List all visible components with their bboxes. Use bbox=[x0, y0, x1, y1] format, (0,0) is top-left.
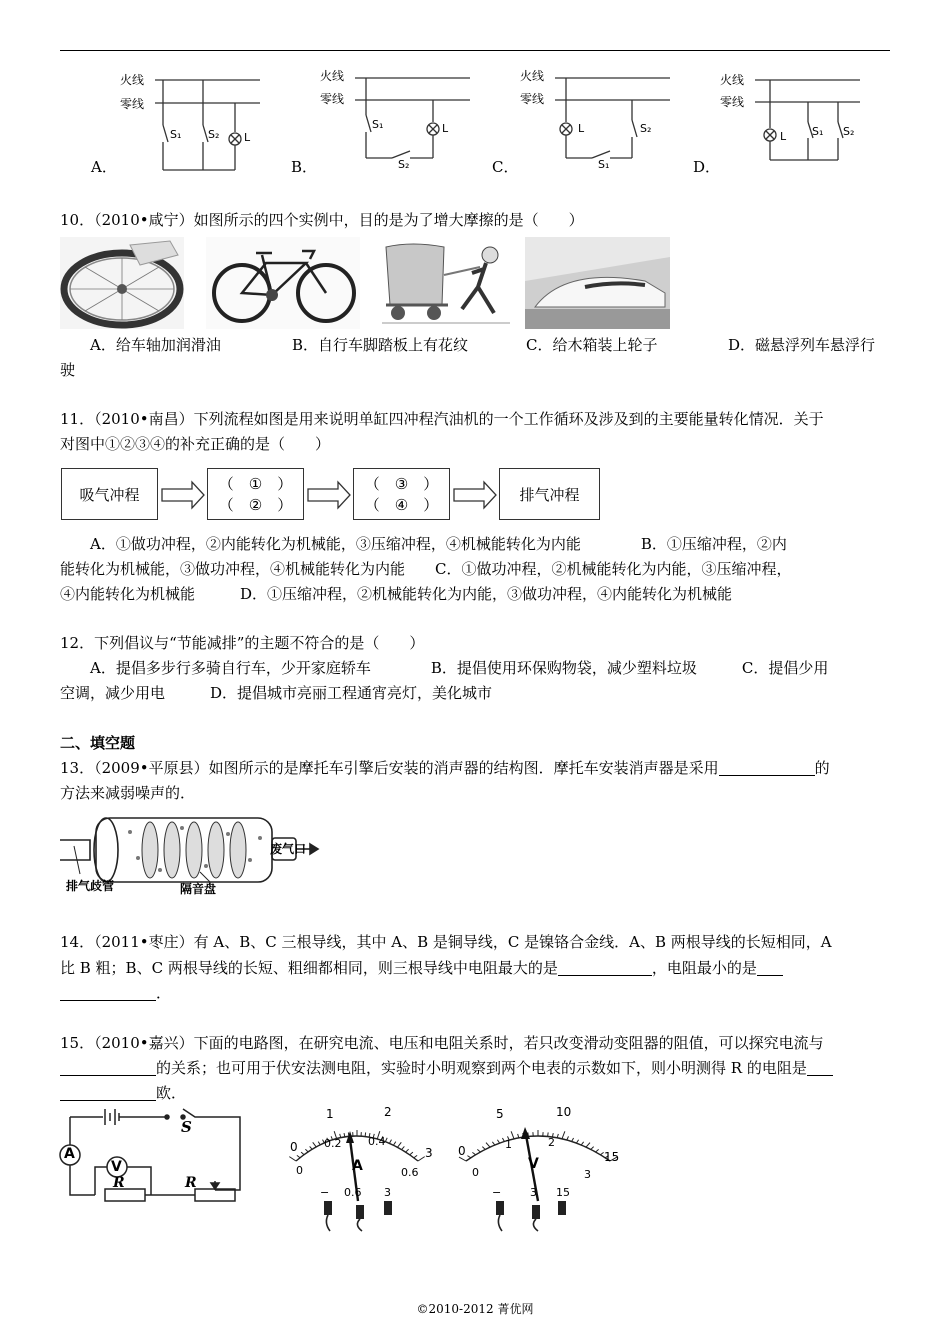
ammeter-major-0: 0 bbox=[290, 1140, 298, 1154]
q9-option-c[interactable]: C． bbox=[492, 158, 519, 176]
q15-stem-line3 bbox=[60, 1081, 890, 1105]
q9c-s2: S₂ bbox=[640, 122, 652, 135]
meter-tick bbox=[289, 1157, 296, 1161]
flow-box-intake-label: 吸气冲程 bbox=[79, 485, 140, 504]
meter-tick bbox=[576, 1140, 578, 1143]
q9a-neutral-label: 零线 bbox=[120, 97, 145, 111]
q15-stem-part2: 的关系；也可用于伏安法测电阻，实验时小明观察到两个电表的示数如下，则小明测得 R 的电阻是 bbox=[156, 1059, 807, 1077]
q14-answer-blank-min[interactable] bbox=[60, 984, 156, 1001]
meter-tick bbox=[518, 1134, 519, 1138]
meter-tick bbox=[562, 1131, 565, 1138]
q11-stem-line2: 对图中①②③④的补充正确的是（ ） bbox=[60, 435, 331, 453]
flow-arrow-3 bbox=[454, 482, 496, 508]
q9a-s2: S₂ bbox=[208, 128, 220, 141]
meter-tick bbox=[301, 1152, 304, 1155]
flow-box-intake bbox=[61, 468, 158, 520]
muffler-exhaust-label: 废气口 bbox=[270, 842, 307, 856]
q14-stem-part1: 比 B 粗；B、C 两根导线的长短、粗细都相同，则三根导线中电阻最大的是 bbox=[60, 959, 558, 977]
meter-tick bbox=[418, 1157, 425, 1161]
flow-blank-3: （ ③ ） bbox=[364, 475, 439, 493]
voltmeter-minor-2: 2 bbox=[548, 1136, 555, 1149]
q9a-lamp: L bbox=[244, 131, 251, 144]
meter-tick bbox=[467, 1156, 470, 1158]
q11-options-line3: ④内能转化为机械能 D．①压缩冲程，②机械能转化为内能，③做功冲程，④内能转化为机械能 bbox=[60, 585, 733, 603]
q9c-live-label: 火线 bbox=[520, 69, 545, 83]
ammeter-major-1: 1 bbox=[326, 1107, 334, 1121]
q15-answer-blank-relation[interactable] bbox=[60, 1059, 156, 1076]
circuit-ammeter-symbol: A bbox=[64, 1146, 75, 1162]
q9a-live-label: 火线 bbox=[120, 73, 145, 87]
meter-tick bbox=[305, 1149, 308, 1152]
q9c-s1: S₁ bbox=[598, 158, 610, 171]
q9b-s2: S₂ bbox=[398, 158, 410, 171]
q15-stem-part3: 欧． bbox=[156, 1084, 187, 1102]
q11-options-line2: 能转化为机械能，③做功冲程，④机械能转化为内能 C．①做功冲程，②机械能转化为内能，③压缩冲程， bbox=[60, 560, 792, 578]
q15-answer-blank-resistance[interactable] bbox=[60, 1084, 156, 1101]
q12-options-line1: A．提倡多步行多骑自行车，少开家庭轿车 B．提倡使用环保购物袋，减少塑料垃圾 C．提倡少用 bbox=[90, 659, 829, 677]
q12-options-line2: 空调，减少用电 D．提倡城市亮丽工程通宵亮灯，美化城市 bbox=[60, 684, 493, 702]
q9b-live-label: 火线 bbox=[320, 69, 345, 83]
flow-blank-4: （ ④ ） bbox=[364, 496, 439, 514]
meter-tick bbox=[398, 1142, 402, 1147]
q15-circuit-diagram bbox=[55, 1105, 250, 1205]
circuit-resistor-label: R bbox=[113, 1175, 125, 1191]
meter-tick bbox=[572, 1138, 574, 1141]
meter-tick bbox=[414, 1155, 417, 1157]
q11-stem-line1: 11．（2010•南昌）下列流程如图是用来说明单缸四冲程汽油机的一个工作循环及涉及到的主要能量转化情况．关于 bbox=[60, 410, 824, 428]
voltmeter-terminal-neg: − bbox=[492, 1186, 502, 1199]
meter-tick bbox=[586, 1143, 590, 1147]
q9c-neutral-label: 零线 bbox=[520, 92, 545, 106]
q14-stem-part2: ，电阻最小的是 bbox=[651, 959, 757, 977]
q10-option-c[interactable]: C．给木箱装上轮子 bbox=[526, 336, 658, 354]
q14-stem-line1: 14．（2011•枣庄）有 A、B、C 三根导线，其中 A、B 是铜导线，C 是镍铬合金线．A、B 两根导线的长短相同，A bbox=[60, 933, 832, 951]
meter-tick bbox=[406, 1149, 409, 1152]
meter-tick bbox=[477, 1149, 480, 1152]
voltmeter-terminal-15: 15 bbox=[556, 1186, 570, 1199]
flow-blank-1: （ ① ） bbox=[218, 475, 293, 493]
q15-answer-blank-resistance-start[interactable] bbox=[807, 1059, 833, 1076]
ammeter-minor-2: 0.4 bbox=[368, 1135, 386, 1148]
meter-tick bbox=[591, 1147, 594, 1150]
q10-option-d-continued: 驶 bbox=[60, 361, 76, 379]
meter-tick bbox=[310, 1146, 313, 1149]
ammeter-minor-3: 0.6 bbox=[401, 1166, 419, 1179]
voltmeter-major-5: 5 bbox=[496, 1107, 504, 1121]
q13-stem-part2: 的 bbox=[814, 759, 830, 777]
voltmeter-minor-0: 0 bbox=[472, 1166, 479, 1179]
voltmeter-terminal-3: 3 bbox=[530, 1186, 537, 1199]
meter-tick bbox=[402, 1146, 405, 1149]
q10-wheel-image bbox=[60, 237, 184, 329]
meter-tick bbox=[486, 1143, 490, 1147]
circuit-rheostat-label: R bbox=[185, 1175, 197, 1191]
q10-bicycle-image bbox=[206, 237, 360, 329]
ammeter-major-2: 2 bbox=[384, 1105, 392, 1119]
q13-stem-line2: 方法来减弱噪声的． bbox=[60, 784, 196, 802]
q13-stem-line1 bbox=[60, 756, 890, 780]
top-rule bbox=[60, 50, 890, 51]
ammeter-major-3: 3 bbox=[425, 1146, 433, 1160]
meter-tick bbox=[390, 1140, 392, 1143]
meter-tick bbox=[410, 1152, 413, 1155]
ammeter-minor-0: 0 bbox=[296, 1164, 303, 1177]
q9d-s1: S₁ bbox=[812, 125, 824, 138]
meter-tick bbox=[365, 1132, 366, 1136]
muffler-disc-label: 隔音盘 bbox=[180, 882, 217, 896]
q9d-s2: S₂ bbox=[843, 125, 855, 138]
q10-stem: 10．（2010•咸宁）如图所示的四个实例中，目的是为了增大摩擦的是（ ） bbox=[60, 211, 584, 229]
meter-tick bbox=[557, 1134, 558, 1138]
q9d-lamp: L bbox=[780, 130, 787, 143]
ammeter-terminal-06: 0.6 bbox=[344, 1186, 362, 1199]
q9-option-d[interactable]: D． bbox=[693, 158, 721, 176]
q10-wooden-box-image bbox=[382, 237, 510, 329]
flow-arrow-1 bbox=[162, 482, 204, 508]
q9a-s1: S₁ bbox=[170, 128, 182, 141]
flow-arrows bbox=[158, 478, 503, 512]
q9d-neutral-label: 零线 bbox=[720, 95, 745, 109]
ammeter-minor-1: 0.2 bbox=[324, 1137, 342, 1150]
q10-maglev-train-image bbox=[525, 237, 670, 329]
q14-answer-blank-min-start[interactable] bbox=[757, 959, 783, 976]
circuit-voltmeter-symbol: V bbox=[111, 1159, 122, 1175]
q15-stem-line1: 15．（2010•嘉兴）下面的电路图，在研究电流、电压和电阻关系时，若只改变滑动变阻器的阻值，可以探究电流与 bbox=[60, 1034, 824, 1052]
voltmeter-major-0: 0 bbox=[458, 1144, 466, 1158]
q14-stem-line3 bbox=[60, 981, 890, 1005]
meter-tick bbox=[394, 1142, 396, 1145]
meter-tick bbox=[482, 1147, 485, 1150]
q15-stem-line2 bbox=[60, 1056, 890, 1080]
meter-tick bbox=[313, 1142, 317, 1147]
section-fill-in-heading: 二、填空题 bbox=[60, 734, 136, 752]
q11-options-line1: A．①做功冲程，②内能转化为机械能，③压缩冲程，④机械能转化为内能 B．①压缩冲程，②内 bbox=[90, 535, 787, 553]
ammeter-unit: A bbox=[352, 1158, 363, 1174]
q14-answer-blank-max[interactable] bbox=[558, 959, 652, 976]
q13-stem-part1: 13．（2009•平原县）如图所示的是摩托车引擎后安装的消声器的结构图．摩托车安装消声器是采用 bbox=[60, 759, 719, 777]
q10-option-a[interactable]: A．给车轴加润滑油 bbox=[90, 336, 221, 354]
meter-tick bbox=[567, 1136, 569, 1140]
q13-answer-blank[interactable] bbox=[719, 759, 815, 776]
flow-box-exhaust bbox=[499, 468, 600, 520]
circuit-switch-label: S bbox=[181, 1118, 192, 1136]
voltmeter-major-10: 10 bbox=[556, 1105, 572, 1119]
q9b-neutral-label: 零线 bbox=[320, 92, 345, 106]
q9b-s1: S₁ bbox=[372, 118, 384, 131]
meter-tick bbox=[297, 1155, 300, 1157]
q9c-lamp: L bbox=[578, 122, 585, 135]
footer-copyright: ©2010-2012 菁优网 bbox=[416, 1302, 534, 1316]
q9-circuit-diagrams bbox=[60, 60, 890, 180]
muffler-pipe-label: 排气歧管 bbox=[66, 879, 115, 893]
meter-tick bbox=[581, 1142, 583, 1145]
flow-box-exhaust-label: 排气冲程 bbox=[519, 485, 580, 504]
flow-arrow-2 bbox=[308, 482, 350, 508]
q9d-live-label: 火线 bbox=[720, 73, 745, 87]
ammeter-terminal-3: 3 bbox=[384, 1186, 391, 1199]
meter-tick bbox=[472, 1152, 475, 1154]
q12-stem: 12．下列倡议与“节能减排”的主题不符合的是（ ） bbox=[60, 634, 425, 652]
q10-option-b[interactable]: B．自行车脚踏板上有花纹 bbox=[292, 336, 469, 354]
q14-stem-line2 bbox=[60, 956, 890, 980]
meter-tick bbox=[492, 1142, 494, 1145]
q9-option-b[interactable]: B． bbox=[291, 158, 318, 176]
voltmeter-minor-1: 1 bbox=[505, 1138, 512, 1151]
q10-option-d[interactable]: D．磁悬浮列车悬浮行 bbox=[728, 336, 876, 354]
flow-blank-2: （ ② ） bbox=[218, 496, 293, 514]
q9b-lamp: L bbox=[442, 122, 449, 135]
meter-tick bbox=[497, 1140, 499, 1143]
voltmeter-minor-3: 3 bbox=[584, 1168, 591, 1181]
q9-option-a[interactable]: A． bbox=[91, 158, 117, 176]
ammeter-terminal-neg: − bbox=[320, 1186, 330, 1199]
q14-stem-part3: ． bbox=[156, 984, 172, 1002]
meter-tick bbox=[596, 1149, 599, 1152]
meter-tick bbox=[385, 1138, 387, 1142]
voltmeter-unit: V bbox=[528, 1156, 539, 1172]
voltmeter-major-15: 15 bbox=[604, 1150, 620, 1164]
